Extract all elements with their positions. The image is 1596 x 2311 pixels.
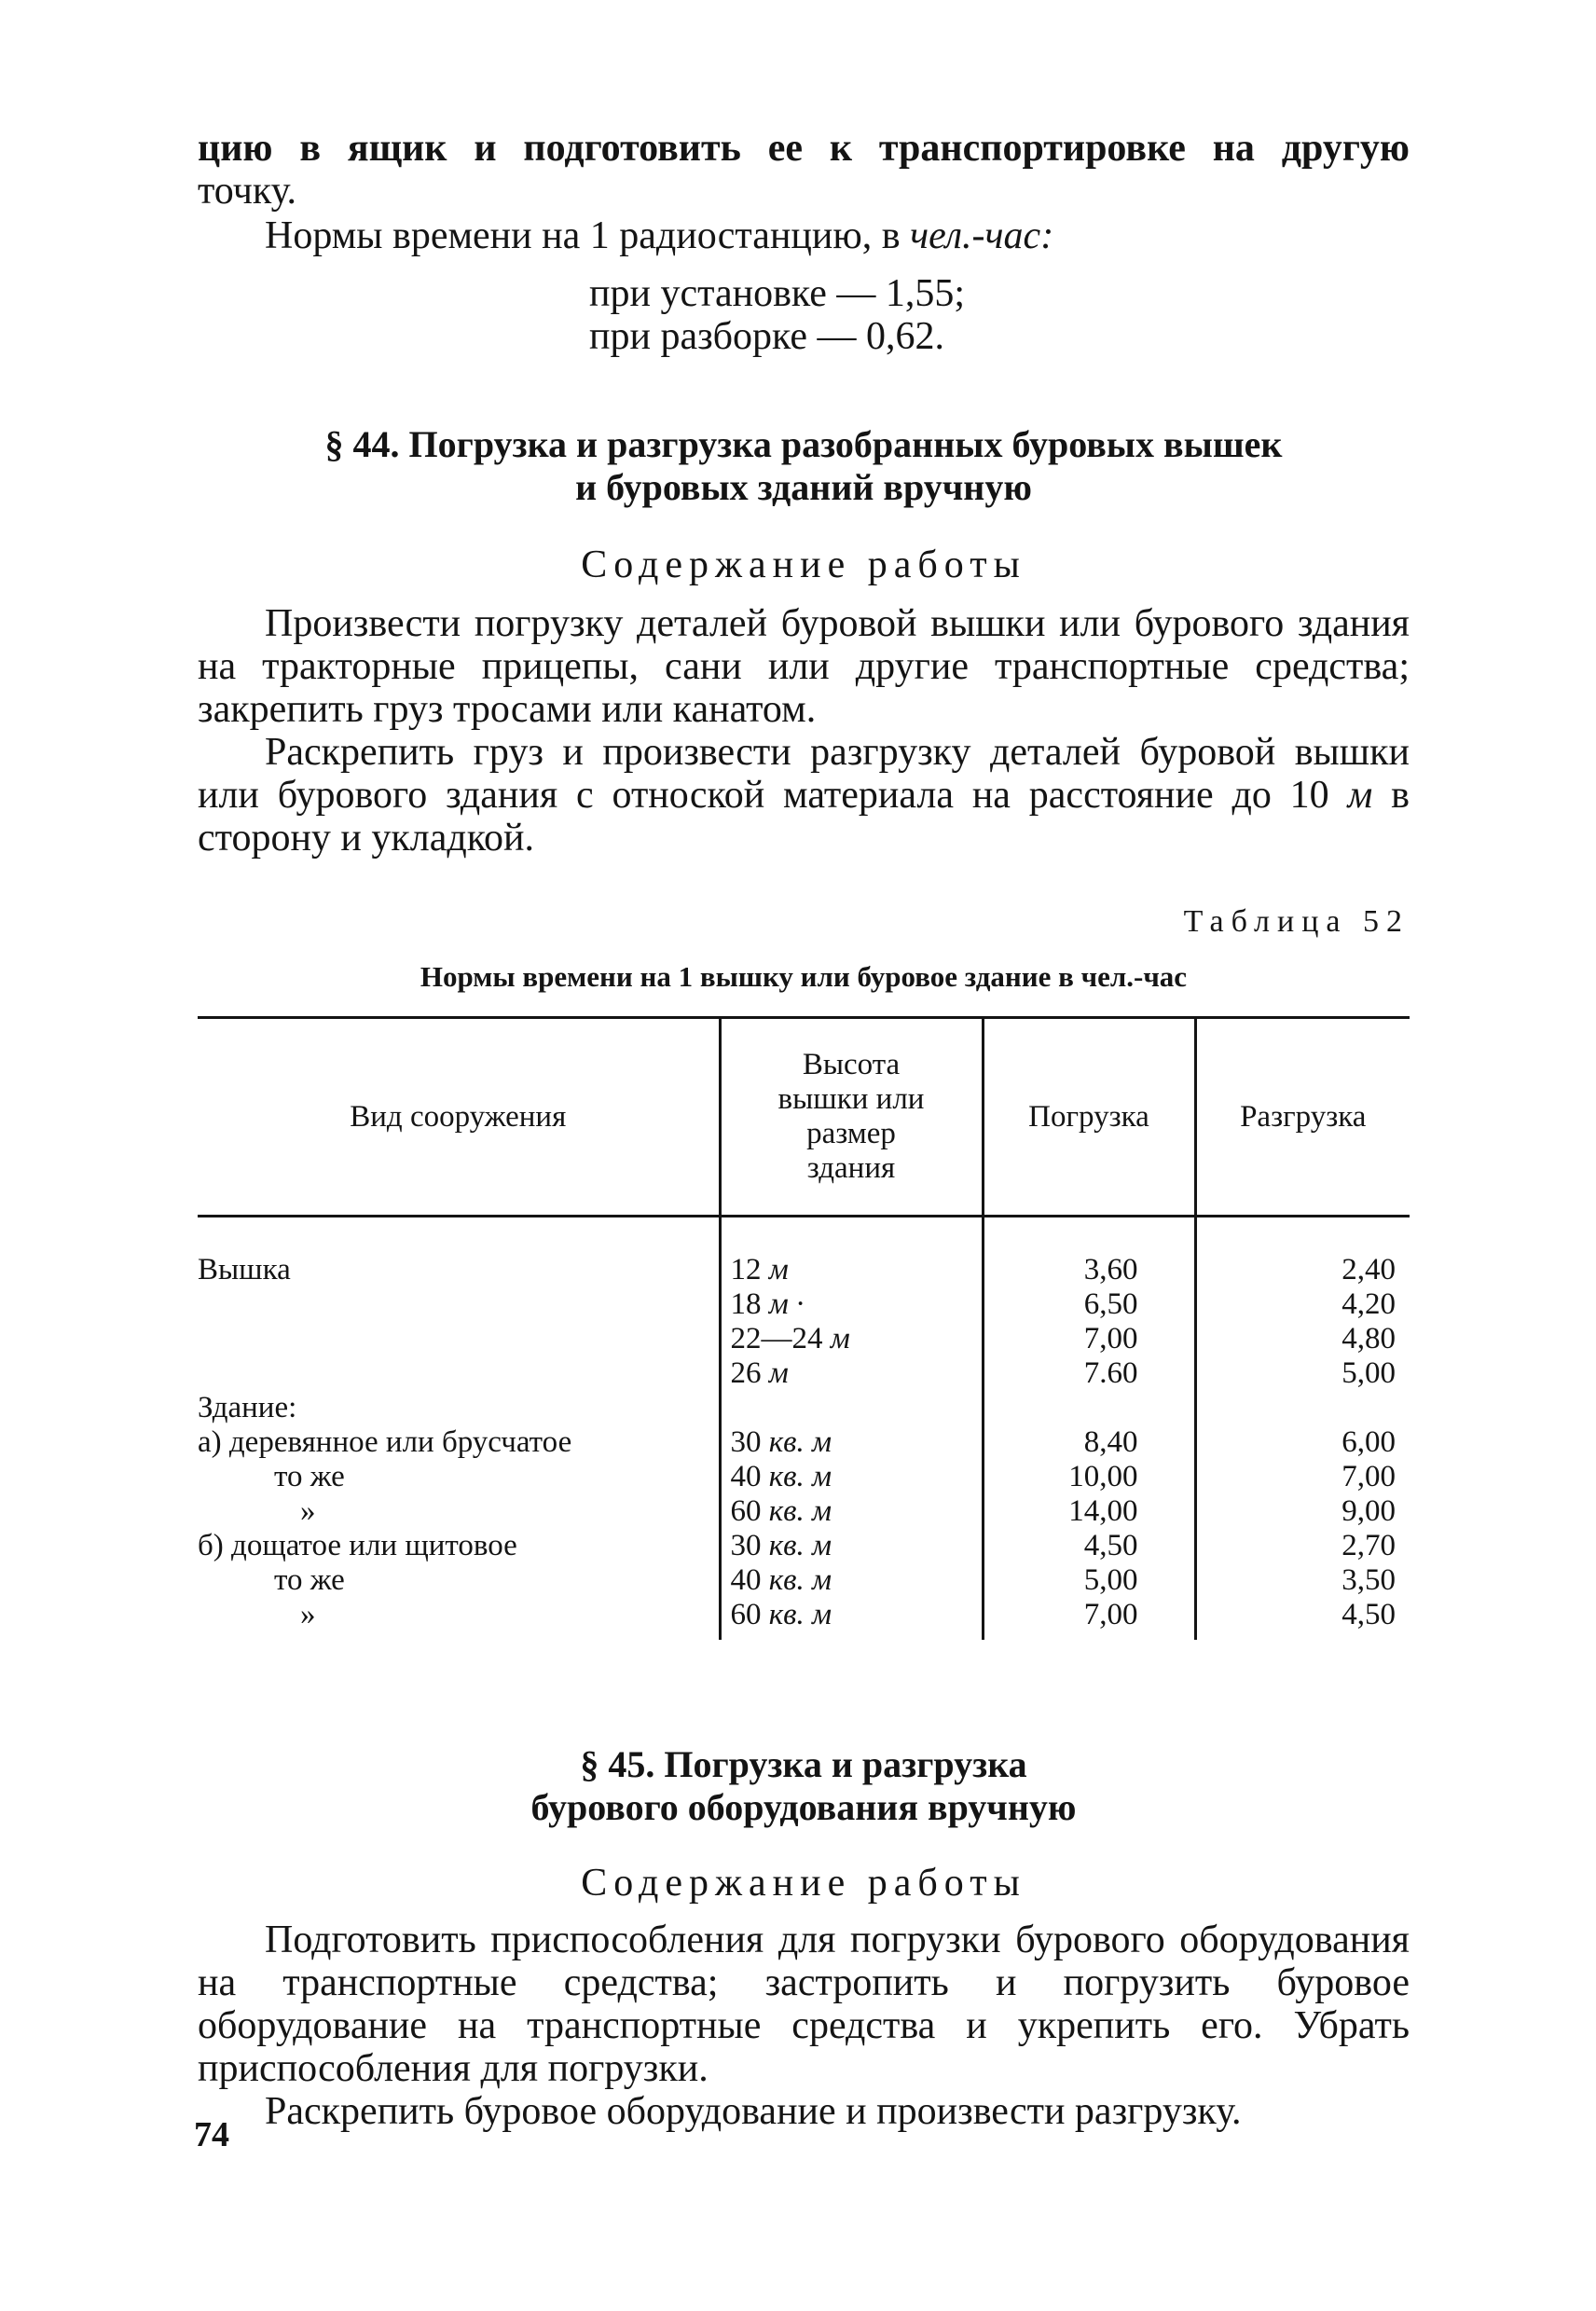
table-row — [198, 1217, 1410, 1288]
size-unit: м · — [768, 1287, 805, 1321]
size-number: 26 — [730, 1356, 762, 1390]
row-unloading: 2,40 — [1341, 1253, 1396, 1286]
section-45 — [198, 1743, 1410, 2133]
row-loading: 10,00 — [983, 1460, 1195, 1494]
row-loading: 7.60 — [983, 1356, 1195, 1391]
row-loading: 6,50 — [983, 1287, 1195, 1322]
row-size — [720, 1563, 983, 1598]
section-44-paragraph-1: Произвести погрузку деталей буровой вышки или бурового здания на тракторные прицепы, сани или другие транспортные средства; закрепить груз тросами или канатом. — [198, 602, 1410, 731]
row-type-text: то же — [274, 1460, 345, 1493]
row-type — [198, 1494, 720, 1529]
row-type — [198, 1598, 720, 1640]
norms-intro — [198, 214, 1410, 257]
size-unit: кв. м — [768, 1460, 832, 1493]
row-loading: 4,50 — [983, 1529, 1195, 1563]
section-44-paragraph-2 — [198, 731, 1410, 860]
section-44 — [198, 423, 1410, 860]
section-45-title-line-2: бурового оборудования вручную — [530, 1786, 1077, 1828]
row-type — [198, 1322, 720, 1356]
intro-continuation — [198, 127, 1410, 257]
radio-station-norms — [589, 272, 965, 358]
page-number: 74 — [194, 2115, 229, 2154]
size-unit: кв. м — [768, 1598, 832, 1631]
row-loading: 8,40 — [983, 1425, 1195, 1460]
table-row — [198, 1356, 1410, 1391]
row-size — [720, 1494, 983, 1529]
section-44-subtitle: Содержание работы — [581, 543, 1026, 586]
row-unloading: 6,00 — [1341, 1425, 1396, 1459]
table-row — [198, 1425, 1410, 1460]
section-44-title-line-2: и буровых зданий вручную — [575, 466, 1032, 508]
header-size-line-3: размер — [806, 1117, 896, 1150]
header-size-line-4: здания — [806, 1151, 896, 1185]
section-45-subtitle: Содержание работы — [581, 1862, 1026, 1905]
row-unloading: 4,20 — [1341, 1287, 1396, 1321]
size-number: 30 — [730, 1529, 762, 1562]
section-45-title-line-1: § 45. Погрузка и разгрузка — [580, 1743, 1027, 1785]
section-44-title-line-1: § 44. Погрузка и разгрузка разобранных буровых вышек — [324, 423, 1283, 465]
row-unloading: 4,50 — [1341, 1598, 1396, 1631]
size-number: 30 — [730, 1425, 762, 1459]
row-unloading: 3,50 — [1341, 1563, 1396, 1597]
table-row — [198, 1563, 1410, 1598]
size-number: 22—24 — [730, 1322, 823, 1355]
header-structure-type: Вид сооружения — [198, 1018, 720, 1217]
size-unit: кв. м — [768, 1425, 832, 1459]
section-45-paragraph-2: Раскрепить буровое оборудование и произвести разгрузку. — [265, 2090, 1242, 2133]
size-unit: кв. м — [768, 1563, 832, 1597]
row-loading — [983, 1391, 1195, 1425]
table-row — [198, 1460, 1410, 1494]
row-size — [720, 1460, 983, 1494]
row-loading: 3,60 — [983, 1217, 1195, 1288]
norms-intro-unit: чел.-час: — [910, 214, 1054, 257]
section-44-paragraph-2-unit: м — [1347, 774, 1373, 817]
row-unloading: 9,00 — [1341, 1494, 1396, 1528]
row-size — [720, 1529, 983, 1563]
size-number: 18 — [730, 1287, 762, 1321]
header-size — [720, 1018, 983, 1217]
row-loading: 7,00 — [983, 1598, 1195, 1640]
row-type — [198, 1356, 720, 1391]
table-row — [198, 1494, 1410, 1529]
row-type-text: то же — [274, 1563, 345, 1597]
section-45-paragraph-1: Подготовить приспособления для погрузки бурового оборудования на транспортные средства; застропить и погрузить буровое оборудование на транспортные средства и укрепить его. Убрать приспособления для погрузки. — [198, 1919, 1410, 2090]
table-row — [198, 1529, 1410, 1563]
table-label: Таблица 52 — [1183, 904, 1410, 939]
row-unloading: 4,80 — [1341, 1322, 1396, 1355]
header-loading: Погрузка — [983, 1018, 1195, 1217]
row-type — [198, 1460, 720, 1494]
header-size-line-2: вышки или — [777, 1082, 925, 1116]
row-size — [720, 1391, 983, 1425]
size-number: 60 — [730, 1598, 762, 1631]
size-number: 40 — [730, 1563, 762, 1597]
row-size — [720, 1356, 983, 1391]
row-type — [198, 1563, 720, 1598]
size-number: 12 — [730, 1253, 762, 1286]
row-size — [720, 1287, 983, 1322]
row-type: б) дощатое или щитовое — [198, 1529, 720, 1563]
row-type: Вышка — [198, 1217, 720, 1288]
size-unit: кв. м — [768, 1529, 832, 1562]
continuation-line-2: точку. — [198, 170, 296, 213]
row-type-text: » — [300, 1494, 316, 1528]
row-type-text: » — [300, 1598, 316, 1631]
table-row — [198, 1287, 1410, 1322]
size-unit: м — [768, 1356, 789, 1390]
table-header-row — [198, 1018, 1410, 1217]
row-size — [720, 1322, 983, 1356]
row-size — [720, 1217, 983, 1288]
header-size-line-1: Высота — [802, 1048, 901, 1081]
size-unit: м — [830, 1322, 850, 1355]
size-number: 60 — [730, 1494, 762, 1528]
row-loading: 5,00 — [983, 1563, 1195, 1598]
size-unit: м — [768, 1253, 789, 1286]
row-size — [720, 1598, 983, 1640]
disassembly-norm: при разборке — 0,62. — [589, 315, 945, 358]
table-row — [198, 1322, 1410, 1356]
row-size — [720, 1425, 983, 1460]
row-unloading: 5,00 — [1341, 1356, 1396, 1390]
header-unloading: Разгрузка — [1195, 1018, 1410, 1217]
row-unloading: 7,00 — [1341, 1460, 1396, 1493]
row-type: а) деревянное или брусчатое — [198, 1425, 720, 1460]
row-type: Здание: — [198, 1391, 720, 1425]
section-44-paragraph-2-end: в сторону и укладкой. — [198, 774, 1410, 860]
norms-intro-text: Нормы времени на 1 радиостанцию, в — [265, 214, 901, 257]
row-unloading — [1195, 1391, 1410, 1425]
row-loading: 14,00 — [983, 1494, 1195, 1529]
continuation-line-1: цию в ящик и подготовить ее к транспортировке на другую — [198, 127, 1410, 170]
section-44-paragraph-2-start: Раскрепить груз и произвести разгрузку деталей буровой вышки или бурового здания с отноской материала на расстояние до 10 — [198, 731, 1410, 817]
table-row — [198, 1391, 1410, 1425]
norms-table — [198, 1016, 1410, 1640]
row-loading: 7,00 — [983, 1322, 1195, 1356]
size-number: 40 — [730, 1460, 762, 1493]
row-unloading: 2,70 — [1341, 1529, 1396, 1562]
table-caption: Нормы времени на 1 вышку или буровое здание в чел.-час — [420, 960, 1188, 993]
table-row — [198, 1598, 1410, 1640]
install-norm: при установке — 1,55; — [589, 272, 966, 315]
row-type — [198, 1287, 720, 1322]
size-unit: кв. м — [768, 1494, 832, 1528]
